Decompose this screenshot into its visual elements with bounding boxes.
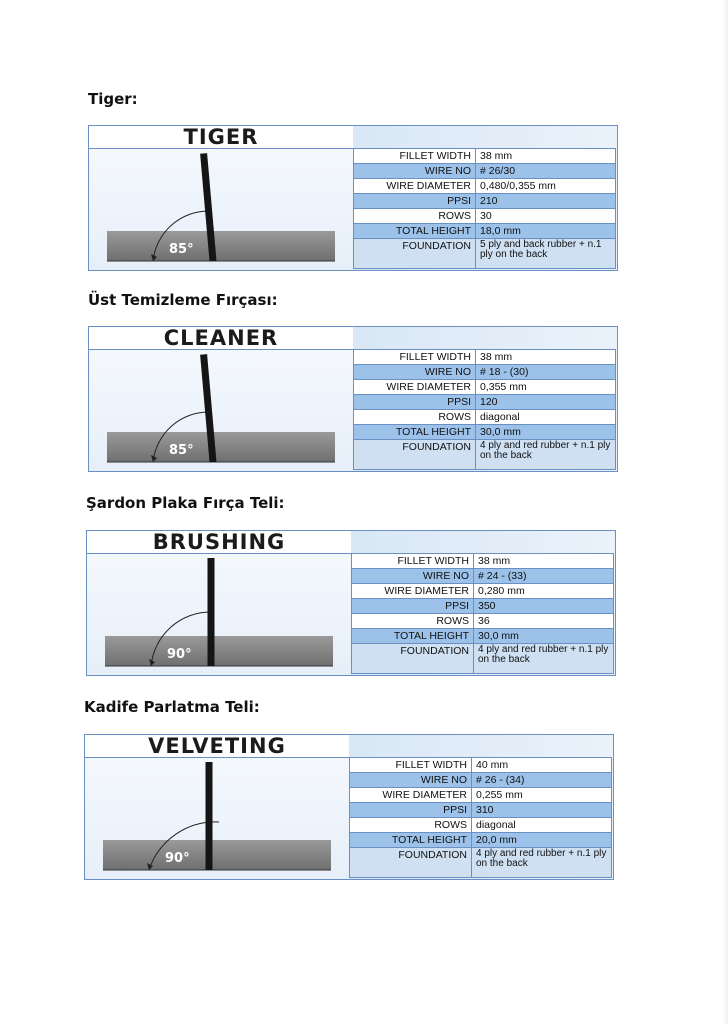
spec-label: TOTAL HEIGHT: [350, 833, 472, 848]
spec-value: 30: [476, 209, 616, 224]
spec-value: 38 mm: [476, 350, 616, 365]
wire-angle-diagram: [85, 758, 349, 879]
wire-angle-diagram: [89, 350, 353, 471]
spec-row: [354, 440, 616, 470]
spec-value: 38 mm: [474, 554, 614, 569]
spec-value: 30,0 mm: [474, 629, 614, 644]
specs-panel: [353, 126, 617, 270]
spec-row: [354, 410, 616, 425]
spec-card-brushing: [86, 530, 616, 676]
spec-label: PPSI: [352, 599, 474, 614]
spec-value: 0,355 mm: [476, 380, 616, 395]
foundation-base: [103, 840, 331, 870]
spec-value: # 24 - (33): [474, 569, 614, 584]
spec-label: FOUNDATION: [350, 848, 472, 878]
spec-row: [350, 848, 612, 878]
spec-value: 38 mm: [476, 149, 616, 164]
section-heading-tiger: Tiger:: [88, 90, 138, 108]
spec-row: [352, 614, 614, 629]
spec-value: # 26 - (34): [472, 773, 612, 788]
spec-row: [354, 425, 616, 440]
card-title: BRUSHING: [87, 531, 351, 554]
spec-value: 4 ply and red rubber + n.1 ply on the back: [474, 644, 614, 674]
spec-row: [354, 365, 616, 380]
spec-value: diagonal: [472, 818, 612, 833]
spec-row: [350, 758, 612, 773]
spec-value: 210: [476, 194, 616, 209]
spec-label: ROWS: [354, 410, 476, 425]
spec-row: [354, 380, 616, 395]
spec-label: WIRE NO: [350, 773, 472, 788]
spec-value: 4 ply and red rubber + n.1 ply on the back: [476, 440, 616, 470]
spec-card-tiger: [88, 125, 618, 271]
specs-panel: [353, 327, 617, 471]
page-edge-shadow: [722, 0, 728, 1024]
spec-value: 0,480/0,355 mm: [476, 179, 616, 194]
wire-diagram-panel: [85, 735, 350, 879]
specs-panel: [349, 735, 613, 879]
spec-label: TOTAL HEIGHT: [354, 425, 476, 440]
spec-value: diagonal: [476, 410, 616, 425]
spec-label: TOTAL HEIGHT: [352, 629, 474, 644]
spec-value: 20,0 mm: [472, 833, 612, 848]
section-heading-velveting: Kadife Parlatma Teli:: [84, 698, 260, 716]
spec-row: [352, 554, 614, 569]
spec-table: [353, 148, 616, 269]
spec-table: [349, 757, 612, 878]
spec-row: [352, 584, 614, 599]
spec-row: [352, 599, 614, 614]
spec-card-velveting: [84, 734, 614, 880]
spec-label: WIRE DIAMETER: [350, 788, 472, 803]
spec-label: WIRE DIAMETER: [352, 584, 474, 599]
spec-label: WIRE DIAMETER: [354, 380, 476, 395]
wire-angle-diagram: [89, 149, 353, 270]
specs-panel: [351, 531, 615, 675]
foundation-base: [105, 636, 333, 666]
spec-value: 310: [472, 803, 612, 818]
spec-label: WIRE NO: [354, 365, 476, 380]
spec-value: 5 ply and back rubber + n.1 ply on the back: [476, 239, 616, 269]
spec-row: [354, 350, 616, 365]
spec-label: FILLET WIDTH: [350, 758, 472, 773]
angle-label: 90°: [167, 647, 192, 662]
spec-label: ROWS: [352, 614, 474, 629]
spec-label: PPSI: [354, 395, 476, 410]
spec-row: [352, 629, 614, 644]
spec-label: FOUNDATION: [354, 440, 476, 470]
spec-row: [350, 788, 612, 803]
spec-value: 40 mm: [472, 758, 612, 773]
card-title: VELVETING: [85, 735, 349, 758]
spec-row: [354, 395, 616, 410]
spec-value: # 26/30: [476, 164, 616, 179]
angle-label: 90°: [165, 851, 190, 866]
spec-label: FILLET WIDTH: [352, 554, 474, 569]
spec-row: [354, 209, 616, 224]
spec-value: 18,0 mm: [476, 224, 616, 239]
spec-row: [354, 179, 616, 194]
spec-row: [354, 239, 616, 269]
card-title: CLEANER: [89, 327, 353, 350]
angle-label: 85°: [169, 242, 194, 257]
section-heading-cleaner: Üst Temizleme Fırçası:: [88, 291, 278, 309]
spec-label: PPSI: [350, 803, 472, 818]
wire-angle-diagram: [87, 554, 351, 675]
spec-row: [352, 644, 614, 674]
spec-label: FOUNDATION: [354, 239, 476, 269]
spec-row: [354, 164, 616, 179]
spec-label: FILLET WIDTH: [354, 149, 476, 164]
spec-value: 36: [474, 614, 614, 629]
foundation-base: [107, 432, 335, 462]
spec-label: TOTAL HEIGHT: [354, 224, 476, 239]
spec-table: [351, 553, 614, 674]
spec-row: [350, 833, 612, 848]
spec-table: [353, 349, 616, 470]
spec-label: FILLET WIDTH: [354, 350, 476, 365]
spec-label: ROWS: [350, 818, 472, 833]
spec-value: 350: [474, 599, 614, 614]
spec-label: WIRE NO: [354, 164, 476, 179]
wire-diagram-panel: [89, 327, 354, 471]
spec-row: [354, 149, 616, 164]
spec-row: [350, 773, 612, 788]
wire-diagram-panel: [87, 531, 352, 675]
spec-value: 30,0 mm: [476, 425, 616, 440]
spec-label: PPSI: [354, 194, 476, 209]
spec-row: [354, 224, 616, 239]
spec-label: ROWS: [354, 209, 476, 224]
spec-row: [354, 194, 616, 209]
spec-row: [350, 803, 612, 818]
spec-value: # 18 - (30): [476, 365, 616, 380]
section-heading-brushing: Şardon Plaka Fırça Teli:: [86, 494, 285, 512]
spec-row: [352, 569, 614, 584]
spec-label: FOUNDATION: [352, 644, 474, 674]
spec-value: 4 ply and red rubber + n.1 ply on the back: [472, 848, 612, 878]
foundation-base: [107, 231, 335, 261]
spec-card-cleaner: [88, 326, 618, 472]
spec-label: WIRE DIAMETER: [354, 179, 476, 194]
spec-value: 0,255 mm: [472, 788, 612, 803]
wire-diagram-panel: [89, 126, 354, 270]
spec-label: WIRE NO: [352, 569, 474, 584]
spec-row: [350, 818, 612, 833]
spec-value: 0,280 mm: [474, 584, 614, 599]
spec-value: 120: [476, 395, 616, 410]
card-title: TIGER: [89, 126, 353, 149]
angle-label: 85°: [169, 443, 194, 458]
